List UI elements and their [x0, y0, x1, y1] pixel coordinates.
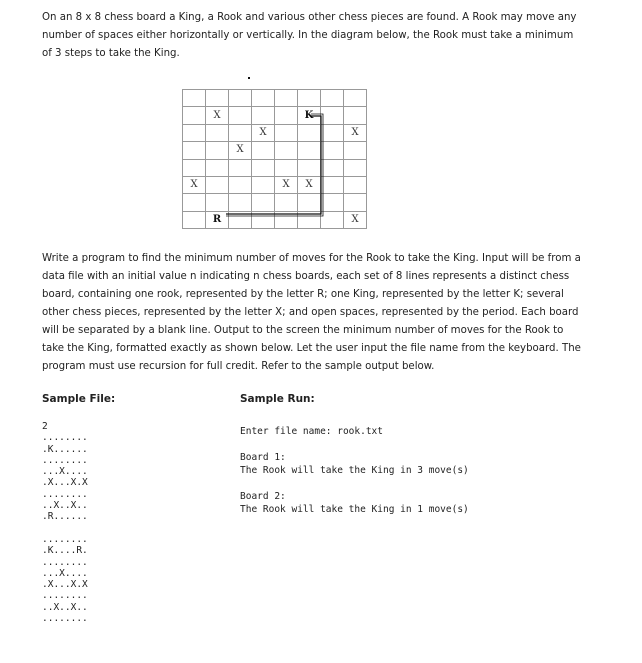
- board-cell: [298, 159, 321, 176]
- board-cell: [252, 176, 275, 193]
- board-cell: [252, 142, 275, 159]
- sample-file-content: 2 ........ .K...... ........ ...X.... .X...X.X ........ ..X..X.. .R...... ........ .K....R. ........ ...X.... .X...X.X ........ ..X..X.. ........: [42, 421, 88, 625]
- board-row: [183, 124, 367, 141]
- board-cell: [344, 159, 367, 176]
- board-row: [183, 142, 367, 159]
- board-cell: [252, 159, 275, 176]
- board-cell: [321, 176, 344, 193]
- board-cell: [206, 90, 229, 107]
- board-cell: [252, 90, 275, 107]
- board-cell: [298, 90, 321, 107]
- board-cell: X: [275, 176, 298, 193]
- board-cell: X: [344, 124, 367, 141]
- board-cell: [206, 194, 229, 211]
- board-cell: [275, 142, 298, 159]
- board-cell: [252, 194, 275, 211]
- board-cell: [321, 194, 344, 211]
- board-cell: [275, 159, 298, 176]
- board-cell: [344, 194, 367, 211]
- board-cell: [229, 211, 252, 228]
- board-cell: K: [298, 107, 321, 124]
- board-cell: [275, 211, 298, 228]
- board-row: [183, 107, 367, 124]
- intro-paragraph: On an 8 x 8 chess board a King, a Rook and various other chess pieces are found. A Rook may move any number of spaces either horizontally or vertically. In the diagram below, the Rook must take a minimum of 3 steps to take the King.: [42, 12, 577, 59]
- board-row: [183, 176, 367, 193]
- board-cell: [183, 90, 206, 107]
- board-cell: [321, 90, 344, 107]
- board-cell: [321, 124, 344, 141]
- board-cell: R: [206, 211, 229, 228]
- board-cell: [321, 159, 344, 176]
- board-cell: [183, 194, 206, 211]
- board-cell: X: [344, 211, 367, 228]
- board-cell: X: [206, 107, 229, 124]
- board-cell: [321, 107, 344, 124]
- board-cell: [229, 90, 252, 107]
- board-row: [183, 194, 367, 211]
- chess-board: [182, 89, 367, 229]
- description-paragraph: Write a program to find the minimum number of moves for the Rook to take the King. Input will be from a data file with an initial value n indicating n chess boards, each set of 8 lines represents a distinct chess board, containing one rook, represented by the letter R; one King, represented by the letter K; several other chess pieces, represented by the letter X; and open spaces, represented by the period. Each board will be separated by a blank line. Output to the screen the minimum number of moves for the Rook to take the King, formatted exactly as shown below. Let the user input the file name from the keyboard. The program must use recursion for full credit. Refer to the sample output below.: [42, 253, 581, 372]
- board-cell: [229, 159, 252, 176]
- board-cell: [229, 124, 252, 141]
- board-cell: [275, 107, 298, 124]
- board-cell: [183, 211, 206, 228]
- board-cell: [344, 142, 367, 159]
- board-cell: [206, 159, 229, 176]
- board-cell: [252, 107, 275, 124]
- board-cell: [298, 142, 321, 159]
- sample-file-header: Sample File:: [42, 393, 116, 405]
- board-cell: [183, 107, 206, 124]
- sample-run-header: Sample Run:: [240, 393, 315, 405]
- stray-dot: [248, 77, 250, 79]
- sample-run-content: Enter file name: rook.txt Board 1: The Rook will take the King in 3 move(s) Board 2: The Rook will take the King in 1 move(s): [240, 426, 469, 515]
- board-cell: [206, 124, 229, 141]
- board-cell: [229, 107, 252, 124]
- board-cell: [344, 90, 367, 107]
- board-cell: [206, 176, 229, 193]
- board-row: [183, 159, 367, 176]
- board-cell: X: [298, 176, 321, 193]
- board-cell: [275, 124, 298, 141]
- board-cell: [344, 107, 367, 124]
- board-cell: [344, 176, 367, 193]
- board-cell: [298, 194, 321, 211]
- board-cell: X: [183, 176, 206, 193]
- board-cell: [252, 211, 275, 228]
- board-cell: [183, 142, 206, 159]
- board-cell: [275, 194, 298, 211]
- board-cell: [298, 124, 321, 141]
- board-cell: [229, 194, 252, 211]
- board-cell: X: [252, 124, 275, 141]
- board-cell: [206, 142, 229, 159]
- board-cell: [183, 159, 206, 176]
- board-cell: [321, 142, 344, 159]
- board-cell: [229, 176, 252, 193]
- board-cell: [321, 211, 344, 228]
- board-cell: [275, 90, 298, 107]
- board-cell: X: [229, 142, 252, 159]
- board-row: [183, 90, 367, 107]
- board-cell: [183, 124, 206, 141]
- board-row: [183, 211, 367, 228]
- board-cell: [298, 211, 321, 228]
